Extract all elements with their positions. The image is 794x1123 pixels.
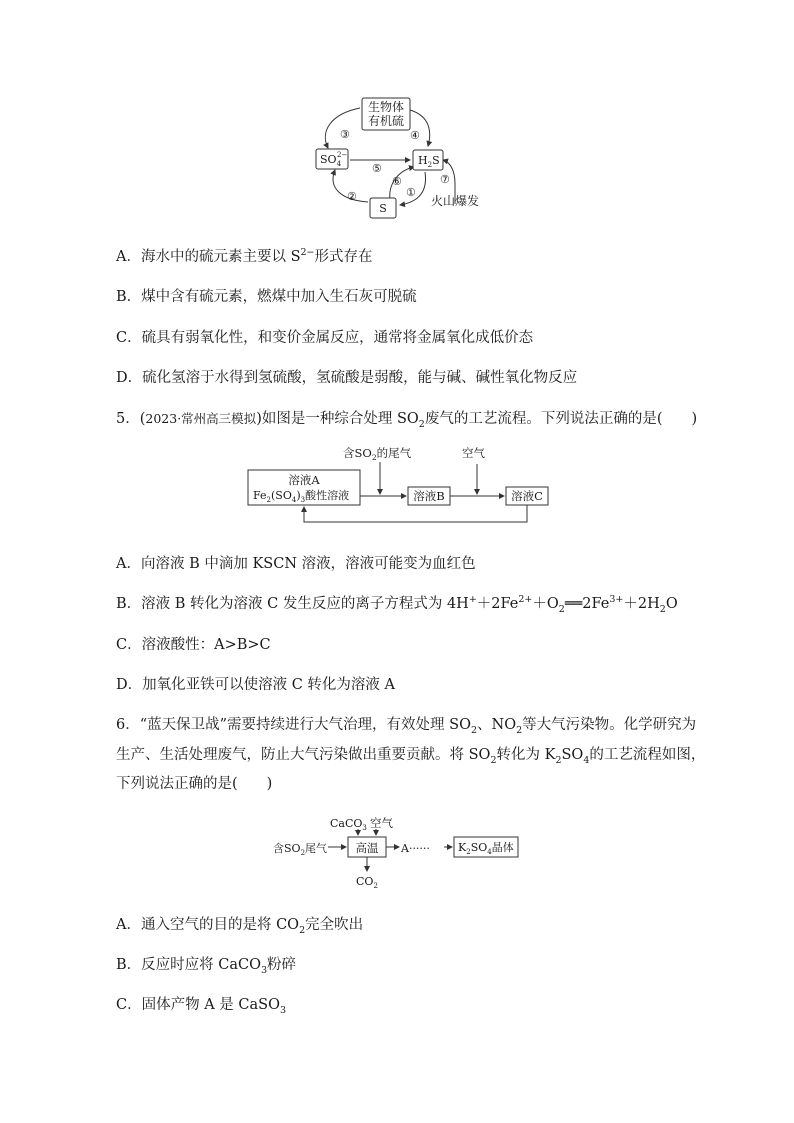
q6-tail-gas-label: 含$SO_2$尾气 [273,842,328,857]
q5-box-a-line1: 溶液A [288,473,320,487]
label-4: ④ [410,129,420,142]
q6-option-a: A．通入空气的目的是将 $CO_2$完全吹出 [116,917,364,936]
node-sulfate: $SO_42-$ [320,151,348,168]
label-6: ⑥ [392,175,402,188]
q5-air-label: 空气 [462,446,485,460]
sulfur-cycle-diagram [300,92,500,227]
node-sulfur: S [379,202,387,215]
label-5: ⑤ [372,162,382,175]
q4-option-b: B．煤中含有硫元素，燃煤中加入生石灰可脱硫 [116,289,417,305]
q6-co2-label: $CO_2$ [356,875,378,890]
q4-option-d: D．硫化氢溶于水得到氢硫酸，氢硫酸是弱酸，能与碱、碱性氧化物反应 [116,370,578,386]
q5-arrow-recycle [304,505,527,522]
q5-source: 2023·常州高三模拟 [145,411,257,426]
node-h2s: $H_2S$ [418,154,440,169]
label-2: ② [347,190,357,203]
q6-product-a: A······ [401,842,430,855]
label-1: ① [406,186,416,199]
node-top-line2: 有机硫 [367,114,405,128]
q6-flow-diagram [270,805,530,895]
q5-box-c-label: 溶液C [511,489,543,503]
q5-flow-diagram [240,442,560,532]
q5-box-a-line2: $Fe_2(SO_4)_3$酸性溶液 [253,489,350,504]
q4-option-c: C．硫具有弱氧化性，和变价金属反应，通常将金属氧化成低价态 [116,330,534,346]
label-3: ③ [340,128,350,141]
q4-option-a: A．海水中的硫元素主要以 $S^{2-}$形式存在 [116,247,373,265]
q6-furnace-label: 高温 [355,841,379,855]
q6-caco3-label: CaCO$_3$ [330,817,367,832]
q5-box-b-label: 溶液B [413,489,445,503]
node-top-line1: 生物体 [367,100,405,114]
q5-option-c: C．溶液酸性：A>B>C [116,637,271,653]
q6-air-label: 空气 [370,816,393,830]
q5-option-b: B．溶液 B 转化为溶液 C 发生反应的离子方程式为 $4H^++2Fe^{2+}+O_2══2Fe^{3+}+2H_2O$ [116,594,678,615]
q6-stem-line3: 下列说法正确的是( ) [116,776,273,792]
q6-stem-line2: 生产、生活处理废气，防止大气污染做出重要贡献。将 $SO_2$转化为 $K_2SO_4$的工艺流程如图， [116,747,706,766]
q6-option-c: C．固体产物 A 是 CaSO$_3$ [116,997,286,1016]
q6-option-b: B．反应时应将 CaCO$_3$粉碎 [116,957,297,976]
q5-option-a: A．向溶液 B 中滴加 KSCN 溶液，溶液可能变为血红色 [116,556,476,572]
q5-tail-gas-label: 含$SO_2$的尾气 [343,446,412,462]
label-7: ⑦ [440,173,450,186]
label-volcano: 火山爆发 [431,194,480,208]
q6-product-label: $K_2SO_4$晶体 [458,841,514,856]
q5-option-d: D．加氧化亚铁可以使溶液 C 转化为溶液 A [116,677,396,693]
q5-stem: 5．(2023·常州高三模拟)如图是一种综合处理 $SO_2$废气的工艺流程。下列说法正确的是( ) [116,411,698,430]
q6-stem-line1: 6．“蓝天保卫战”需要持续进行大气治理，有效处理 $SO_2$、$NO_2$等大气污染物。化学研究为 [116,717,697,736]
